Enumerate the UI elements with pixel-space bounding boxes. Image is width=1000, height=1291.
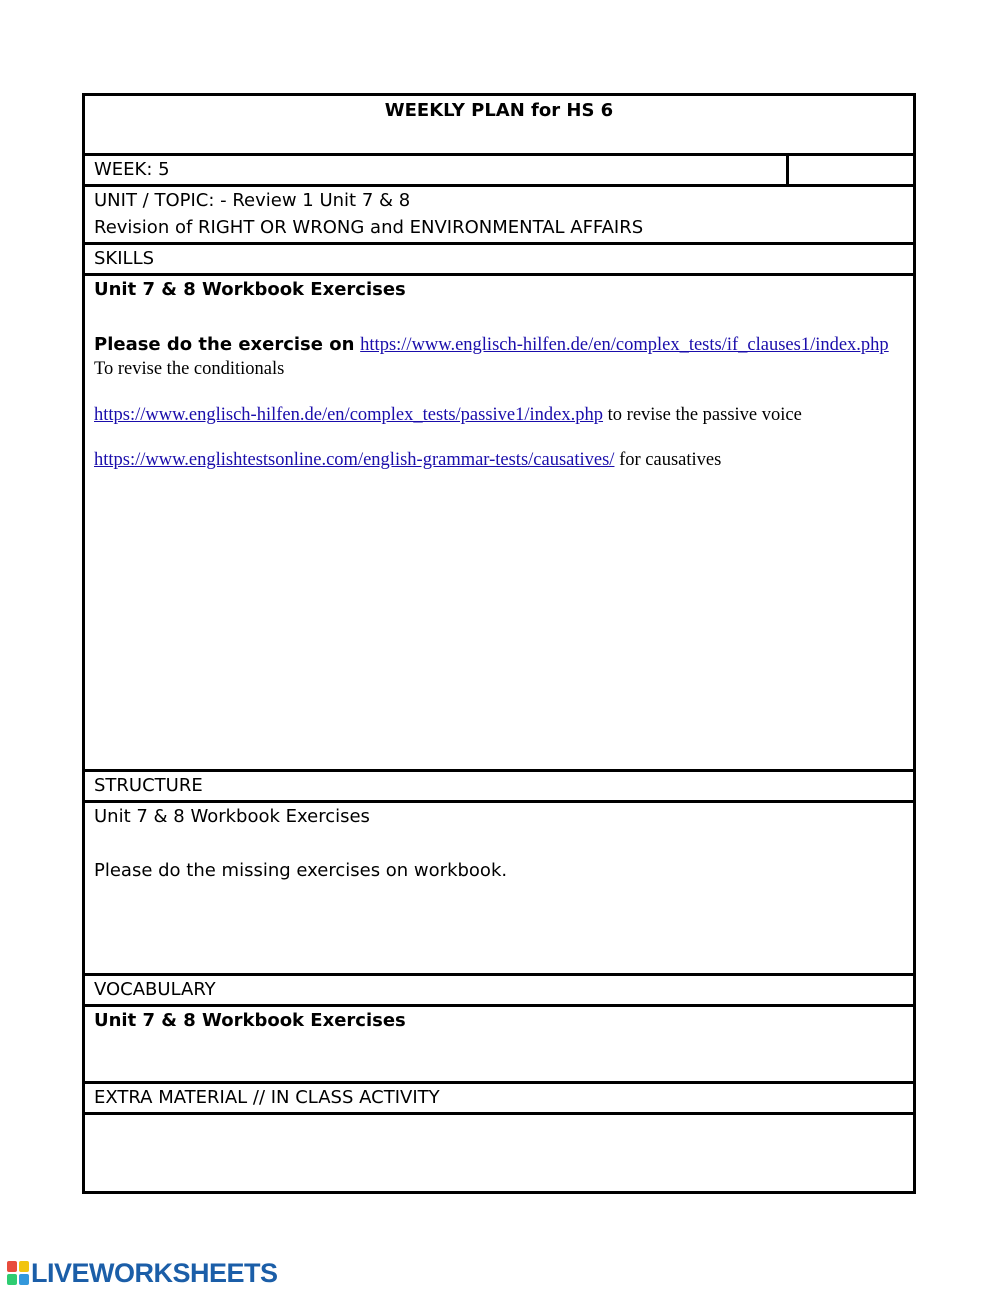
logo-text: LIVEWORKSHEETS <box>31 1257 278 1288</box>
title-row <box>85 96 913 156</box>
structure-heading: Unit 7 & 8 Workbook Exercises <box>94 806 370 827</box>
extra-header-row <box>85 1084 913 1115</box>
skills-heading: Unit 7 & 8 Workbook Exercises <box>94 279 406 300</box>
link-if-clauses[interactable]: https://www.englisch-hilfen.de/en/complex_tests/if_clauses1/index.php <box>360 335 889 355</box>
link-passive[interactable]: https://www.englisch-hilfen.de/en/complex_tests/passive1/index.php <box>94 405 604 425</box>
extra-header: EXTRA MATERIAL // IN CLASS ACTIVITY <box>94 1087 440 1108</box>
skills-content <box>85 276 913 772</box>
vocabulary-content <box>85 1007 913 1084</box>
week-row <box>85 156 913 187</box>
weekly-plan-table <box>82 93 916 1194</box>
page-title: WEEKLY PLAN for HS 6 <box>384 100 614 121</box>
extra-content <box>85 1115 913 1191</box>
week-label: WEEK: 5 <box>94 159 170 180</box>
structure-header-row <box>85 772 913 803</box>
causatives-line <box>94 446 721 474</box>
vocabulary-header-row <box>85 976 913 1007</box>
week-empty-cell <box>786 156 919 184</box>
structure-text: Please do the missing exercises on workbook. <box>94 860 508 881</box>
link1-note: To revise the conditionals <box>94 359 285 379</box>
unit-topic-line1: UNIT / TOPIC: - Review 1 Unit 7 & 8 <box>94 190 411 211</box>
skills-instruction: Please do the exercise on <box>94 334 355 355</box>
skills-header: SKILLS <box>94 248 155 269</box>
link2-note: to revise the passive voice <box>603 405 802 425</box>
structure-header: STRUCTURE <box>94 775 203 796</box>
skills-instruction-line <box>94 331 889 359</box>
unit-topic-row <box>85 187 913 245</box>
structure-content <box>85 803 913 976</box>
link3-note: for causatives <box>614 450 722 470</box>
logo-squares-icon <box>7 1261 29 1285</box>
vocabulary-heading: Unit 7 & 8 Workbook Exercises <box>94 1010 406 1031</box>
liveworksheets-logo <box>7 1257 278 1289</box>
unit-topic-line2: Revision of RIGHT OR WRONG and ENVIRONMENTAL AFFAIRS <box>94 217 644 238</box>
passive-line <box>94 401 802 429</box>
skills-header-row <box>85 245 913 276</box>
vocabulary-header: VOCABULARY <box>94 979 216 1000</box>
link-causatives[interactable]: https://www.englishtestsonline.com/english-grammar-tests/causatives/ <box>94 450 615 470</box>
